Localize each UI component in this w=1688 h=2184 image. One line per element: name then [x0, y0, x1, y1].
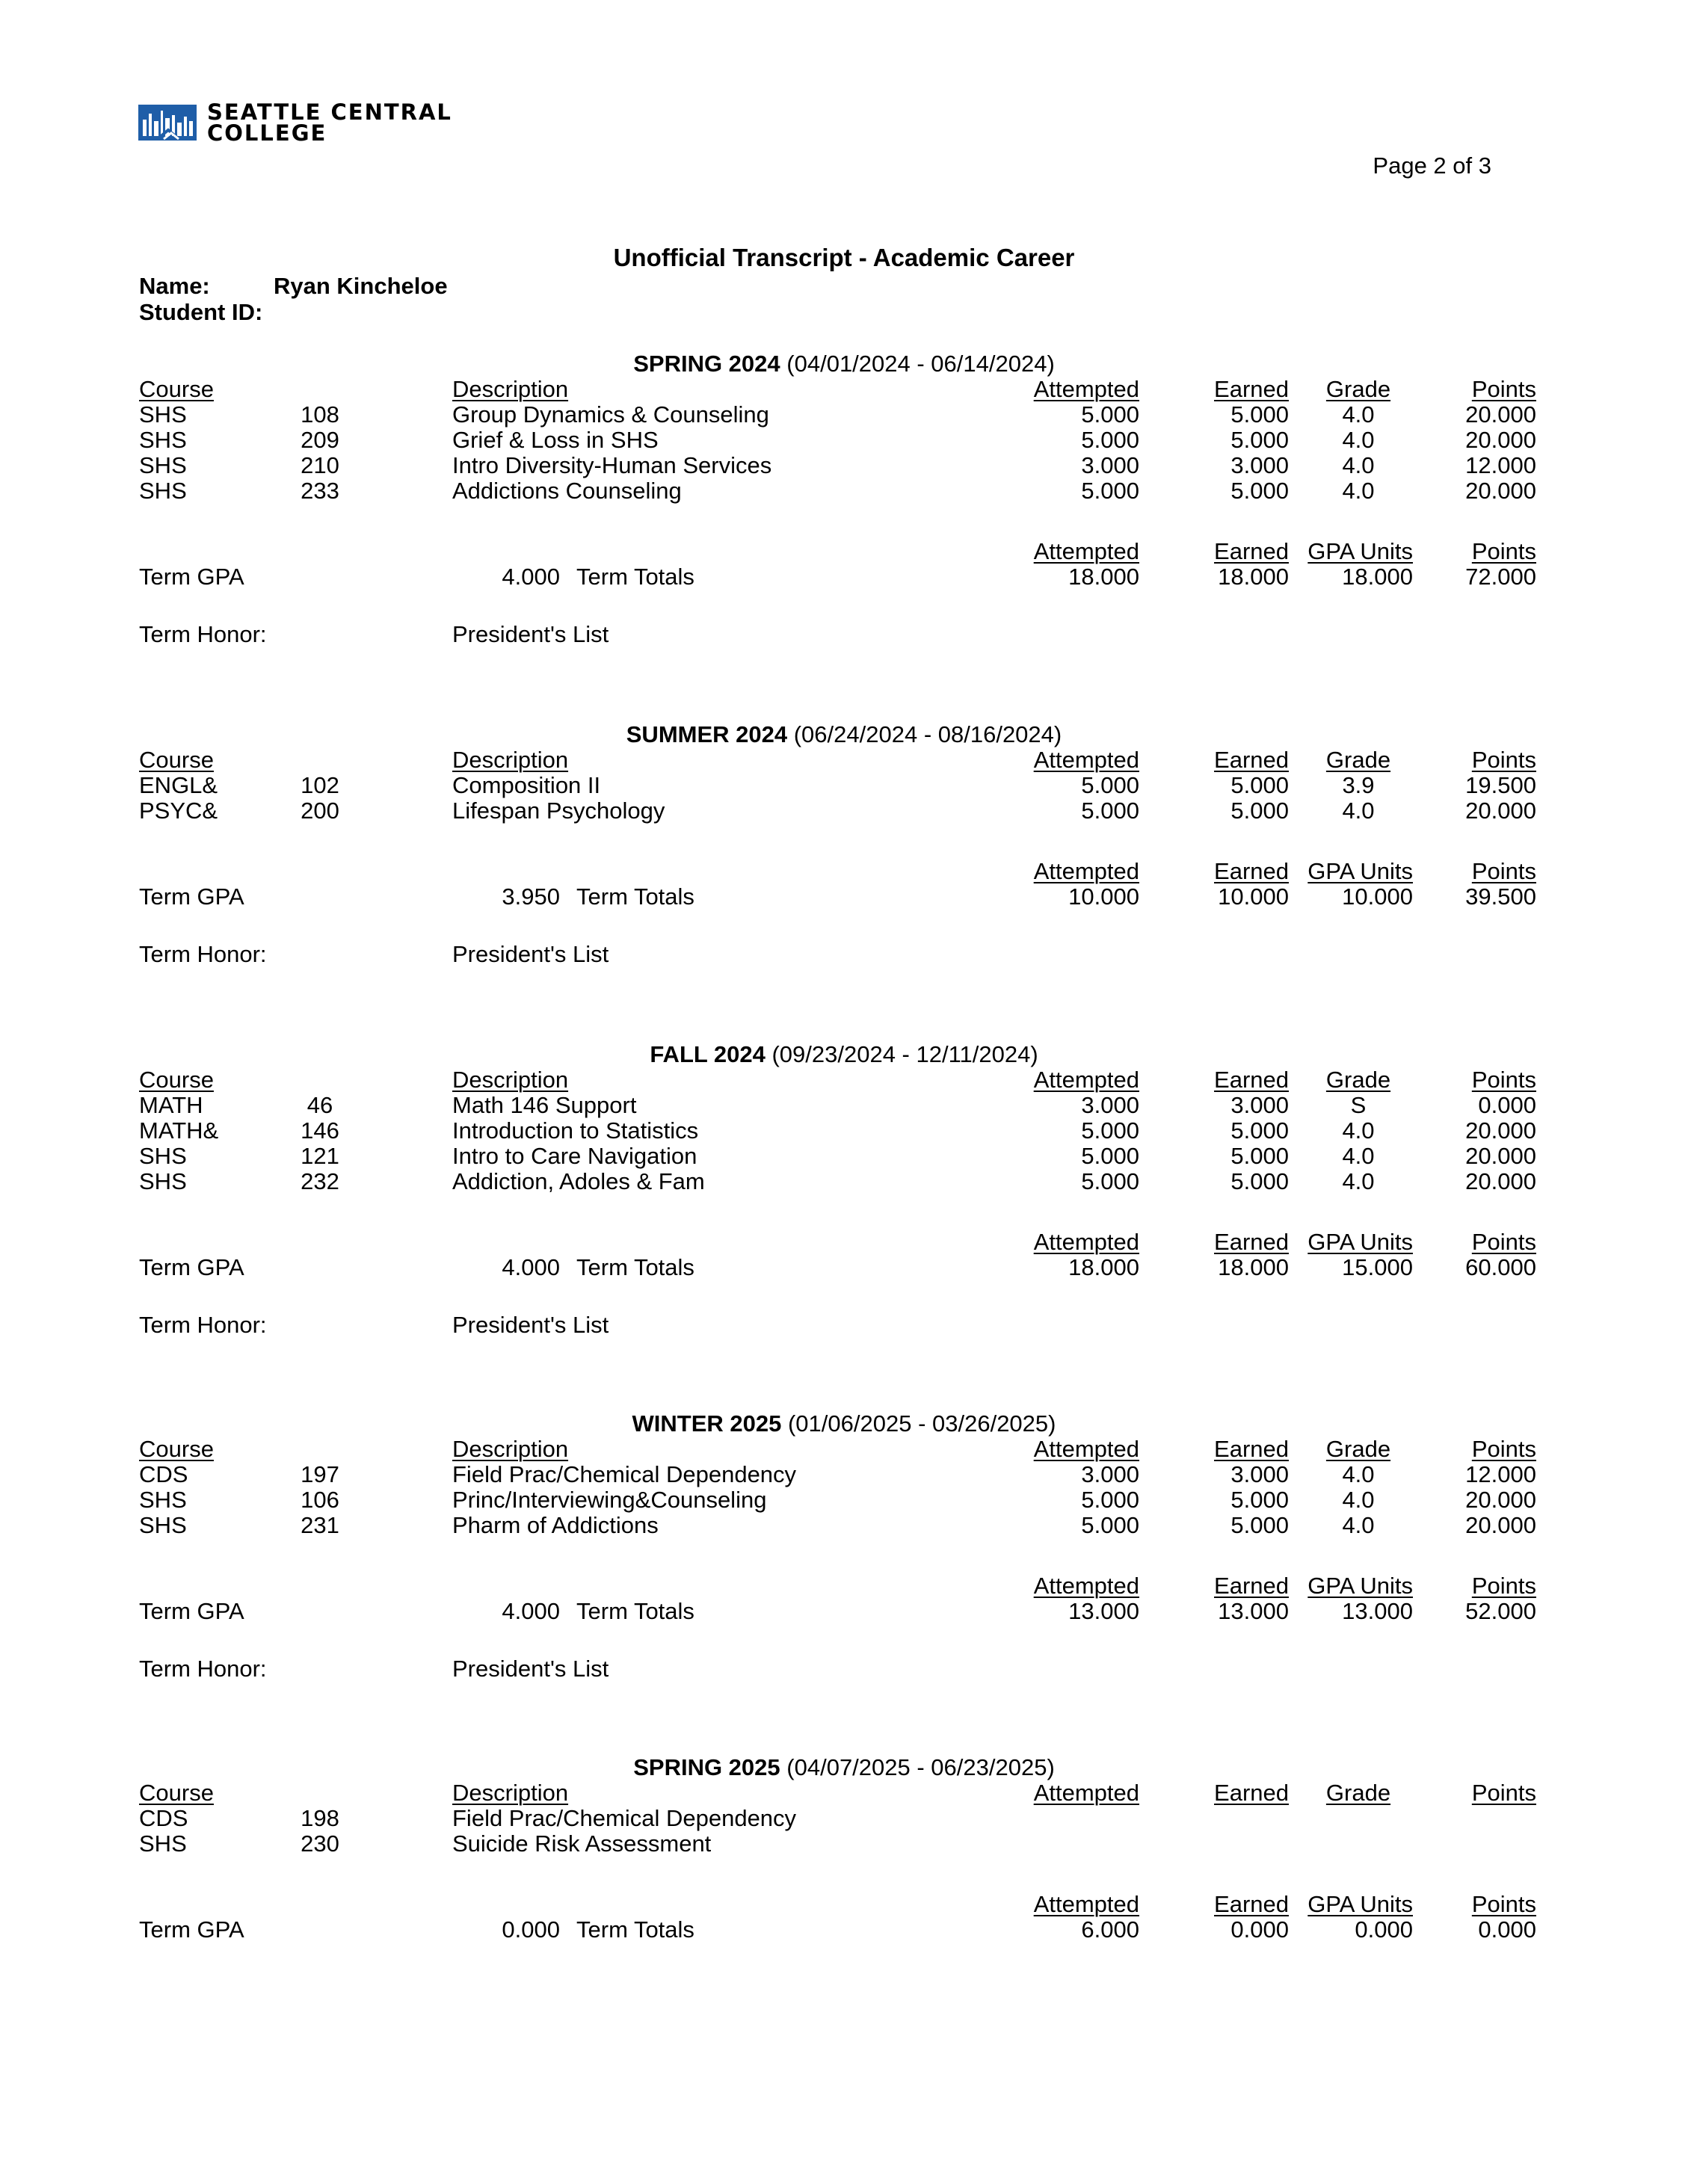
- term-totals-label: Term Totals: [576, 564, 694, 590]
- course-points: 20.000: [1465, 401, 1536, 428]
- totals-header-attempted: Attempted: [1033, 1229, 1139, 1255]
- term-totals-label: Term Totals: [576, 1598, 694, 1624]
- col-header-grade: Grade: [1325, 747, 1391, 773]
- course-number: 232: [301, 1168, 339, 1194]
- course-attempted: 3.000: [1081, 452, 1139, 478]
- totals-header-earned: Earned: [1214, 538, 1289, 564]
- course-attempted: 5.000: [1081, 798, 1139, 824]
- course-number: 209: [301, 427, 339, 453]
- course-grade: 4.0: [1342, 1143, 1375, 1169]
- term-name: SPRING 2024: [633, 351, 780, 377]
- term-heading: [0, 723, 1688, 746]
- course-description: Group Dynamics & Counseling: [452, 401, 769, 428]
- term-honor-value: President's List: [452, 621, 609, 647]
- term-honor-label: Term Honor:: [139, 1656, 267, 1682]
- course-points: 0.000: [1478, 1092, 1536, 1118]
- course-description: Grief & Loss in SHS: [452, 427, 659, 453]
- course-grade: 4.0: [1342, 452, 1375, 478]
- col-header-course: Course: [139, 1067, 214, 1093]
- course-attempted: 5.000: [1081, 478, 1139, 504]
- course-earned: 3.000: [1230, 1092, 1289, 1118]
- total-earned: 10.000: [1218, 883, 1289, 910]
- totals-header-gpa-units: GPA Units: [1307, 858, 1413, 884]
- course-subject: SHS: [139, 1512, 187, 1538]
- course-description: Intro Diversity-Human Services: [452, 452, 772, 478]
- course-points: 20.000: [1465, 1168, 1536, 1194]
- course-grade: 4.0: [1342, 1512, 1375, 1538]
- course-number: 106: [301, 1487, 339, 1513]
- term-gpa-label: Term GPA: [139, 1598, 244, 1624]
- course-earned: 3.000: [1230, 452, 1289, 478]
- total-gpa-units: 10.000: [1342, 883, 1413, 910]
- term-gpa-label: Term GPA: [139, 883, 244, 910]
- totals-header-earned: Earned: [1214, 858, 1289, 884]
- course-number: 198: [301, 1805, 339, 1831]
- col-header-attempted: Attempted: [1033, 1436, 1139, 1462]
- term-heading: [0, 1043, 1688, 1066]
- document-title: Unofficial Transcript - Academic Career: [613, 244, 1075, 271]
- course-earned: 3.000: [1230, 1461, 1289, 1487]
- col-header-points: Points: [1471, 747, 1536, 773]
- totals-header-gpa-units: GPA Units: [1307, 1229, 1413, 1255]
- col-header-earned: Earned: [1214, 1067, 1289, 1093]
- term-honor-value: President's List: [452, 1656, 609, 1682]
- term-dates: (06/24/2024 - 08/16/2024): [793, 721, 1062, 747]
- course-grade: 4.0: [1342, 1487, 1375, 1513]
- total-gpa-units: 13.000: [1342, 1598, 1413, 1624]
- total-gpa-units: 18.000: [1342, 564, 1413, 590]
- col-header-points: Points: [1471, 1067, 1536, 1093]
- totals-header-attempted: Attempted: [1033, 538, 1139, 564]
- student-id-label: Student ID:: [139, 299, 263, 325]
- course-points: 20.000: [1465, 1487, 1536, 1513]
- course-points: 20.000: [1465, 1117, 1536, 1144]
- course-earned: 5.000: [1230, 401, 1289, 428]
- course-subject: SHS: [139, 1168, 187, 1194]
- course-earned: 5.000: [1230, 1487, 1289, 1513]
- course-grade: 4.0: [1342, 478, 1375, 504]
- col-header-grade: Grade: [1325, 376, 1391, 402]
- course-attempted: 5.000: [1081, 772, 1139, 798]
- totals-header-gpa-units: GPA Units: [1307, 538, 1413, 564]
- course-description: Composition II: [452, 772, 601, 798]
- course-subject: SHS: [139, 401, 187, 428]
- term-totals-label: Term Totals: [576, 883, 694, 910]
- total-attempted: 10.000: [1068, 883, 1139, 910]
- term-honor-value: President's List: [452, 941, 609, 967]
- col-header-attempted: Attempted: [1033, 1780, 1139, 1806]
- course-earned: 5.000: [1230, 798, 1289, 824]
- term-name: SPRING 2025: [633, 1754, 780, 1780]
- col-header-points: Points: [1471, 1780, 1536, 1806]
- course-description: Field Prac/Chemical Dependency: [452, 1805, 797, 1831]
- course-points: 20.000: [1465, 798, 1536, 824]
- totals-header-earned: Earned: [1214, 1891, 1289, 1917]
- col-header-earned: Earned: [1214, 747, 1289, 773]
- term-honor-label: Term Honor:: [139, 621, 267, 647]
- term-gpa-value: 3.950: [502, 883, 560, 910]
- term-dates: (09/23/2024 - 12/11/2024): [771, 1041, 1038, 1067]
- total-earned: 18.000: [1218, 564, 1289, 590]
- total-earned: 0.000: [1230, 1916, 1289, 1943]
- course-description: Introduction to Statistics: [452, 1117, 699, 1144]
- course-subject: SHS: [139, 1830, 187, 1857]
- course-points: 20.000: [1465, 1512, 1536, 1538]
- term-gpa-value: 4.000: [502, 1598, 560, 1624]
- course-attempted: 5.000: [1081, 1512, 1139, 1538]
- course-description: Addiction, Adoles & Fam: [452, 1168, 705, 1194]
- course-number: 46: [307, 1092, 333, 1118]
- total-gpa-units: 15.000: [1342, 1254, 1413, 1280]
- total-points: 0.000: [1478, 1916, 1536, 1943]
- course-grade: 4.0: [1342, 798, 1375, 824]
- totals-header-attempted: Attempted: [1033, 858, 1139, 884]
- course-description: Math 146 Support: [452, 1092, 637, 1118]
- course-attempted: 5.000: [1081, 1487, 1139, 1513]
- term-gpa-value: 4.000: [502, 1254, 560, 1280]
- course-attempted: 3.000: [1081, 1092, 1139, 1118]
- course-subject: MATH: [139, 1092, 203, 1118]
- term-gpa-label: Term GPA: [139, 564, 244, 590]
- course-description: Princ/Interviewing&Counseling: [452, 1487, 767, 1513]
- course-grade: 4.0: [1342, 1461, 1375, 1487]
- course-number: 210: [301, 452, 339, 478]
- term-totals-label: Term Totals: [576, 1916, 694, 1943]
- course-attempted: 5.000: [1081, 1168, 1139, 1194]
- course-subject: MATH&: [139, 1117, 219, 1144]
- course-earned: 5.000: [1230, 1512, 1289, 1538]
- name-label: Name:: [139, 273, 210, 299]
- term-dates: (04/07/2025 - 06/23/2025): [786, 1754, 1055, 1780]
- course-grade: 3.9: [1342, 772, 1375, 798]
- course-number: 197: [301, 1461, 339, 1487]
- totals-header-points: Points: [1471, 538, 1536, 564]
- term-totals-label: Term Totals: [576, 1254, 694, 1280]
- college-name-line1: SEATTLE CENTRAL: [207, 99, 452, 125]
- totals-header-points: Points: [1471, 858, 1536, 884]
- col-header-points: Points: [1471, 376, 1536, 402]
- course-points: 20.000: [1465, 478, 1536, 504]
- col-header-course: Course: [139, 376, 214, 402]
- course-earned: 5.000: [1230, 1168, 1289, 1194]
- course-number: 200: [301, 798, 339, 824]
- col-header-description: Description: [452, 1436, 569, 1462]
- course-points: 20.000: [1465, 1143, 1536, 1169]
- totals-header-earned: Earned: [1214, 1229, 1289, 1255]
- course-points: 12.000: [1465, 452, 1536, 478]
- term-name: FALL 2024: [650, 1041, 766, 1067]
- term-gpa-value: 4.000: [502, 564, 560, 590]
- course-subject: SHS: [139, 1487, 187, 1513]
- course-subject: SHS: [139, 1143, 187, 1169]
- student-name: Ryan Kincheloe: [274, 273, 448, 299]
- term-honor-label: Term Honor:: [139, 941, 267, 967]
- col-header-grade: Grade: [1325, 1780, 1391, 1806]
- col-header-grade: Grade: [1325, 1067, 1391, 1093]
- col-header-description: Description: [452, 747, 569, 773]
- course-grade: 4.0: [1342, 1168, 1375, 1194]
- college-logo-icon: [138, 103, 198, 142]
- totals-header-points: Points: [1471, 1573, 1536, 1599]
- course-grade: 4.0: [1342, 1117, 1375, 1144]
- course-number: 146: [301, 1117, 339, 1144]
- col-header-earned: Earned: [1214, 376, 1289, 402]
- totals-header-earned: Earned: [1214, 1573, 1289, 1599]
- col-header-attempted: Attempted: [1033, 376, 1139, 402]
- term-gpa-label: Term GPA: [139, 1254, 244, 1280]
- course-subject: SHS: [139, 478, 187, 504]
- totals-header-attempted: Attempted: [1033, 1573, 1139, 1599]
- course-description: Intro to Care Navigation: [452, 1143, 697, 1169]
- total-attempted: 13.000: [1068, 1598, 1139, 1624]
- total-points: 39.500: [1465, 883, 1536, 910]
- col-header-earned: Earned: [1214, 1780, 1289, 1806]
- totals-header-points: Points: [1471, 1229, 1536, 1255]
- total-attempted: 18.000: [1068, 1254, 1139, 1280]
- col-header-attempted: Attempted: [1033, 747, 1139, 773]
- total-points: 60.000: [1465, 1254, 1536, 1280]
- total-attempted: 6.000: [1081, 1916, 1139, 1943]
- course-description: Pharm of Addictions: [452, 1512, 659, 1538]
- course-attempted: 5.000: [1081, 427, 1139, 453]
- college-name-line2: COLLEGE: [207, 120, 327, 146]
- course-description: Field Prac/Chemical Dependency: [452, 1461, 797, 1487]
- course-attempted: 5.000: [1081, 401, 1139, 428]
- course-earned: 5.000: [1230, 772, 1289, 798]
- term-name: WINTER 2025: [632, 1410, 782, 1437]
- term-honor-value: President's List: [452, 1312, 609, 1338]
- totals-header-attempted: Attempted: [1033, 1891, 1139, 1917]
- term-heading: [0, 1412, 1688, 1435]
- col-header-earned: Earned: [1214, 1436, 1289, 1462]
- course-grade: 4.0: [1342, 401, 1375, 428]
- term-name: SUMMER 2024: [626, 721, 788, 747]
- course-grade: S: [1350, 1092, 1367, 1118]
- course-attempted: 5.000: [1081, 1143, 1139, 1169]
- course-subject: CDS: [139, 1805, 188, 1831]
- course-points: 20.000: [1465, 427, 1536, 453]
- course-number: 102: [301, 772, 339, 798]
- col-header-course: Course: [139, 1780, 214, 1806]
- course-subject: PSYC&: [139, 798, 218, 824]
- course-points: 19.500: [1465, 772, 1536, 798]
- course-earned: 5.000: [1230, 478, 1289, 504]
- total-earned: 13.000: [1218, 1598, 1289, 1624]
- course-points: 12.000: [1465, 1461, 1536, 1487]
- term-gpa-value: 0.000: [502, 1916, 560, 1943]
- course-description: Suicide Risk Assessment: [452, 1830, 712, 1857]
- course-number: 230: [301, 1830, 339, 1857]
- course-subject: ENGL&: [139, 772, 218, 798]
- totals-header-gpa-units: GPA Units: [1307, 1573, 1413, 1599]
- totals-header-points: Points: [1471, 1891, 1536, 1917]
- course-attempted: 5.000: [1081, 1117, 1139, 1144]
- term-dates: (01/06/2025 - 03/26/2025): [787, 1410, 1056, 1437]
- course-number: 121: [301, 1143, 339, 1169]
- course-grade: 4.0: [1342, 427, 1375, 453]
- term-honor-label: Term Honor:: [139, 1312, 267, 1338]
- totals-header-gpa-units: GPA Units: [1307, 1891, 1413, 1917]
- col-header-points: Points: [1471, 1436, 1536, 1462]
- course-number: 108: [301, 401, 339, 428]
- college-logo: [138, 100, 475, 145]
- course-description: Lifespan Psychology: [452, 798, 665, 824]
- term-heading: [0, 352, 1688, 375]
- total-points: 52.000: [1465, 1598, 1536, 1624]
- term-dates: (04/01/2024 - 06/14/2024): [786, 351, 1055, 377]
- term-heading: [0, 1756, 1688, 1779]
- course-description: Addictions Counseling: [452, 478, 682, 504]
- col-header-description: Description: [452, 1780, 569, 1806]
- term-gpa-label: Term GPA: [139, 1916, 244, 1943]
- course-attempted: 3.000: [1081, 1461, 1139, 1487]
- course-number: 233: [301, 478, 339, 504]
- col-header-attempted: Attempted: [1033, 1067, 1139, 1093]
- total-points: 72.000: [1465, 564, 1536, 590]
- course-subject: SHS: [139, 427, 187, 453]
- total-earned: 18.000: [1218, 1254, 1289, 1280]
- col-header-course: Course: [139, 747, 214, 773]
- course-earned: 5.000: [1230, 1143, 1289, 1169]
- col-header-course: Course: [139, 1436, 214, 1462]
- page-number: Page 2 of 3: [1373, 152, 1491, 179]
- course-subject: SHS: [139, 452, 187, 478]
- course-earned: 5.000: [1230, 427, 1289, 453]
- course-number: 231: [301, 1512, 339, 1538]
- course-subject: CDS: [139, 1461, 188, 1487]
- col-header-grade: Grade: [1325, 1436, 1391, 1462]
- total-gpa-units: 0.000: [1355, 1916, 1413, 1943]
- course-earned: 5.000: [1230, 1117, 1289, 1144]
- col-header-description: Description: [452, 1067, 569, 1093]
- total-attempted: 18.000: [1068, 564, 1139, 590]
- col-header-description: Description: [452, 376, 569, 402]
